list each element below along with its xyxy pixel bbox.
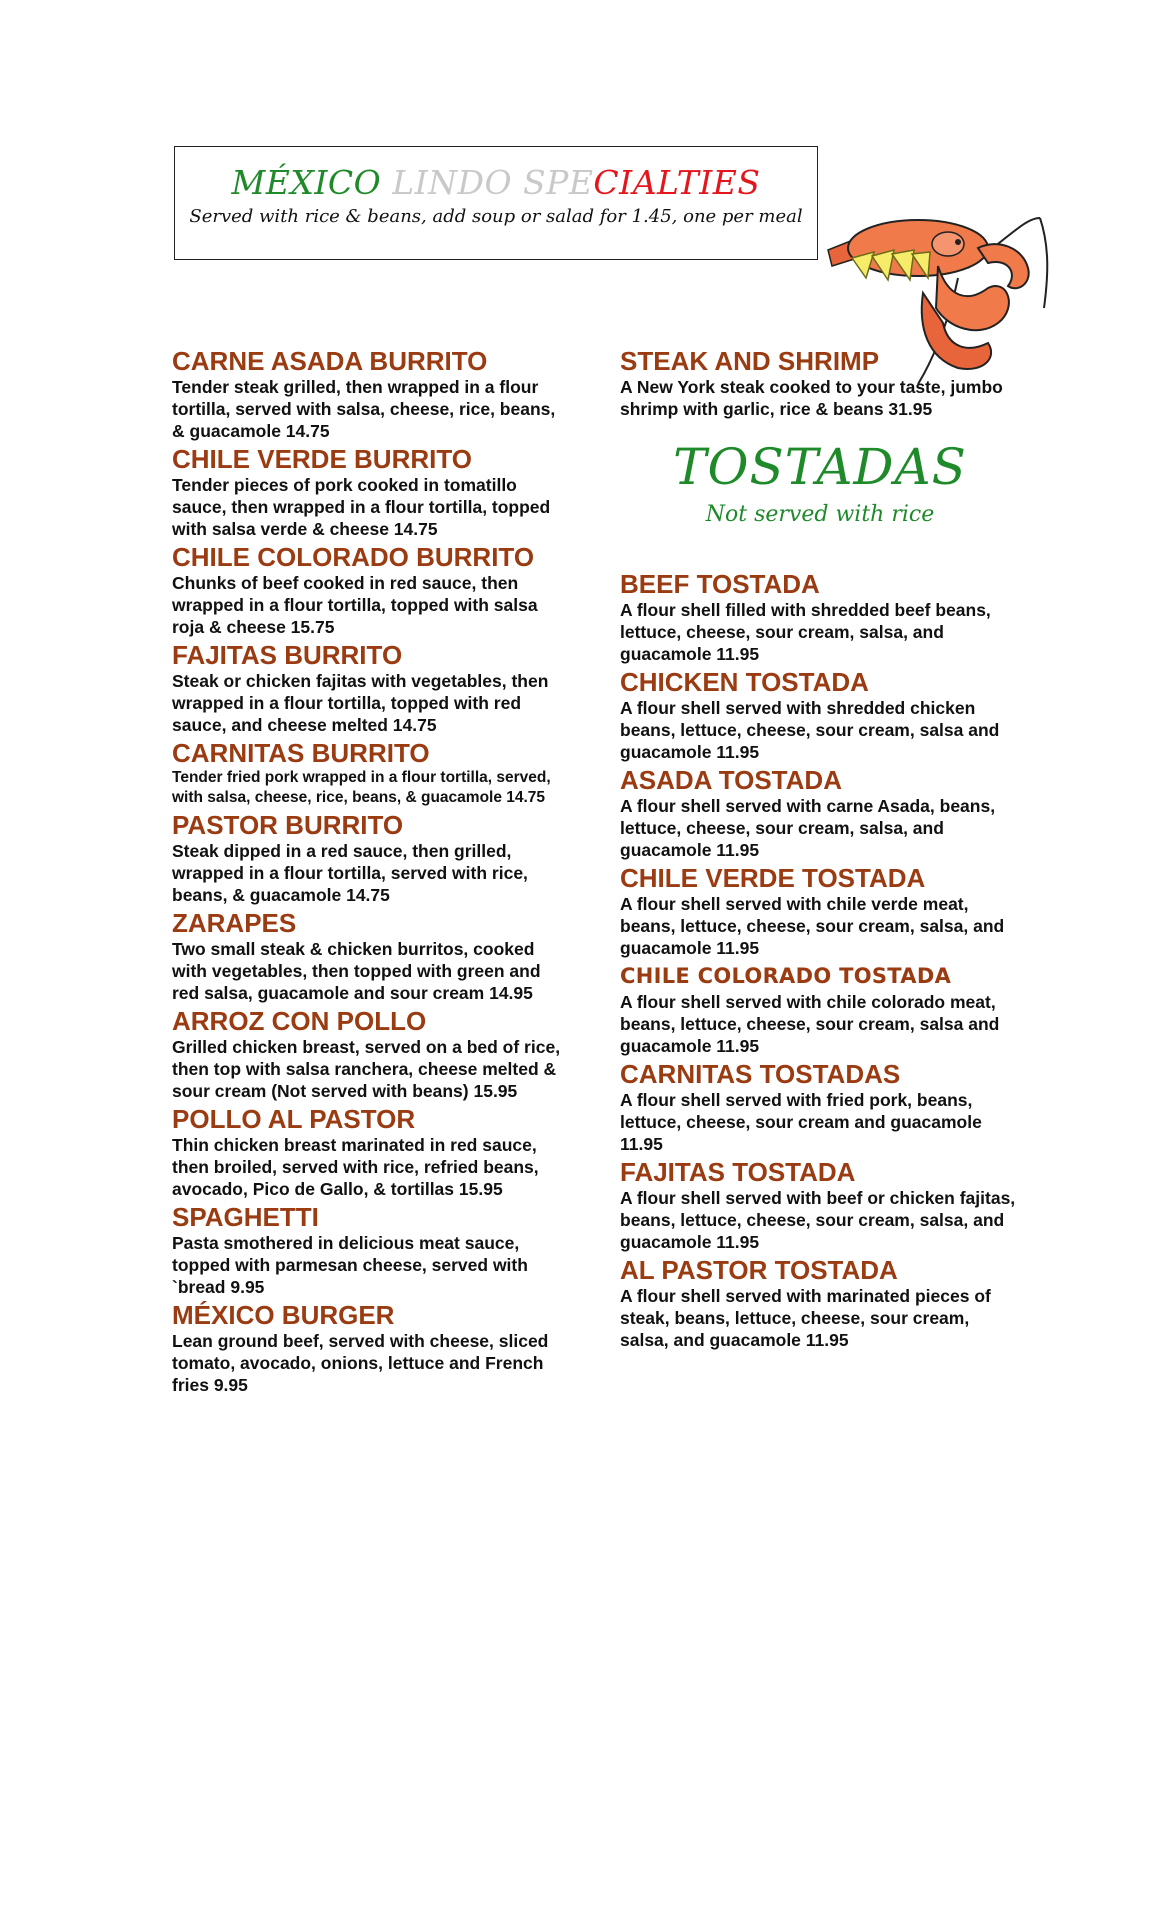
menu-item xyxy=(620,961,1020,1057)
menu-item xyxy=(172,640,562,736)
item-description: Pasta smothered in delicious meat sauce, topped with parmesan cheese, served with `bread 9.95 xyxy=(172,1233,528,1297)
menu-item xyxy=(620,1059,1020,1155)
item-description: Thin chicken breast marinated in red sauce, then broiled, served with rice, refried beans, avocado, Pico de Gallo, & tortillas 15.95 xyxy=(172,1135,539,1199)
item-name: AL PASTOR TOSTADA xyxy=(620,1255,898,1285)
item-description: A flour shell served with chile colorado meat, beans, lettuce, cheese, sour cream, salsa and guacamole 11.95 xyxy=(620,992,1000,1056)
item-description: A flour shell served with marinated pieces of steak, beans, lettuce, cheese, sour cream, salsa, and guacamole 11.95 xyxy=(620,1286,991,1350)
item-description: A New York steak cooked to your taste, jumbo shrimp with garlic, rice & beans 31.95 xyxy=(620,377,1003,419)
menu-item xyxy=(620,863,1020,959)
item-name: ASADA TOSTADA xyxy=(620,765,842,795)
menu-item xyxy=(172,444,562,540)
item-name: CHILE VERDE BURRITO xyxy=(172,444,472,474)
menu-item xyxy=(172,810,562,906)
item-description: A flour shell filled with shredded beef beans, lettuce, cheese, sour cream, salsa, and guacamole 11.95 xyxy=(620,600,991,664)
tostadas-list xyxy=(620,569,1020,1351)
item-name: STEAK AND SHRIMP xyxy=(620,346,880,376)
menu-item xyxy=(620,1157,1020,1253)
specialties-header xyxy=(174,146,818,260)
item-description: A flour shell served with fried pork, beans, lettuce, cheese, sour cream and guacamole 11.95 xyxy=(620,1090,982,1154)
menu-item xyxy=(620,569,1020,665)
item-name: FAJITAS TOSTADA xyxy=(620,1157,856,1187)
title-mexico: MÉXICO xyxy=(231,163,382,202)
specialties-title xyxy=(175,163,817,202)
item-name: FAJITAS BURRITO xyxy=(172,640,403,670)
menu-item xyxy=(620,765,1020,861)
item-description: Grilled chicken breast, served on a bed of rice, then top with salsa ranchera, cheese melted & sour cream (Not served with beans) 15.95 xyxy=(172,1037,561,1101)
item-name: CARNE ASADA BURRITO xyxy=(172,346,488,376)
item-description: Steak or chicken fajitas with vegetables, then wrapped in a flour tortilla, topped with red sauce, and cheese melted 14.75 xyxy=(172,671,549,735)
item-name: MÉXICO BURGER xyxy=(172,1300,395,1330)
item-name: ARROZ CON POLLO xyxy=(172,1006,427,1036)
item-name: CARNITAS BURRITO xyxy=(172,738,430,768)
title-lindo-spe: LINDO SPE xyxy=(392,163,594,202)
menu-item xyxy=(172,542,562,638)
menu-item xyxy=(172,1006,562,1102)
menu-item xyxy=(172,1202,562,1298)
menu-item xyxy=(620,346,1020,420)
item-name: POLLO AL PASTOR xyxy=(172,1104,416,1134)
tostadas-subtitle: Not served with rice xyxy=(705,502,935,527)
specialties-column xyxy=(172,346,562,1398)
menu-item xyxy=(172,1104,562,1200)
item-description: Tender fried pork wrapped in a flour tortilla, served, with salsa, cheese, rice, beans, & guacamole 14.75 xyxy=(172,769,551,806)
item-description: Tender pieces of pork cooked in tomatillo sauce, then wrapped in a flour tortilla, topped with salsa verde & cheese 14.75 xyxy=(172,475,551,539)
item-name: BEEF TOSTADA xyxy=(620,569,820,599)
menu-item xyxy=(172,738,562,808)
item-name: CHILE COLORADO TOSTADA xyxy=(620,964,952,988)
item-description: Steak dipped in a red sauce, then grilled, wrapped in a flour tortilla, served with rice, beans, & guacamole 14.75 xyxy=(172,841,528,905)
item-name: SPAGHETTI xyxy=(172,1202,319,1232)
item-name: ZARAPES xyxy=(172,908,297,938)
specialties-subtitle: Served with rice & beans, add soup or salad for 1.45, one per meal xyxy=(189,206,803,227)
menu-item xyxy=(620,667,1020,763)
item-name: CARNITAS TOSTADAS xyxy=(620,1059,901,1089)
item-name: CHICKEN TOSTADA xyxy=(620,667,869,697)
tostadas-title: TOSTADAS xyxy=(673,438,967,496)
menu-item xyxy=(172,908,562,1004)
item-description: A flour shell served with beef or chicken fajitas, beans, lettuce, cheese, sour cream, salsa, and guacamole 11.95 xyxy=(620,1188,1016,1252)
item-description: A flour shell served with shredded chicken beans, lettuce, cheese, sour cream, salsa and guacamole 11.95 xyxy=(620,698,1000,762)
menu-item xyxy=(620,1255,1020,1351)
item-description: Tender steak grilled, then wrapped in a flour tortilla, served with salsa, cheese, rice, beans, & guacamole 14.75 xyxy=(172,377,556,441)
item-description: A flour shell served with carne Asada, beans, lettuce, cheese, sour cream, salsa, and guacamole 11.95 xyxy=(620,796,996,860)
item-description: Two small steak & chicken burritos, cooked with vegetables, then topped with green and red salsa, guacamole and sour cream 14.95 xyxy=(172,939,541,1003)
item-description: Chunks of beef cooked in red sauce, then wrapped in a flour tortilla, topped with salsa roja & cheese 15.75 xyxy=(172,573,538,637)
title-cialties: CIALTIES xyxy=(593,163,761,202)
item-name: CHILE COLORADO BURRITO xyxy=(172,542,535,572)
menu-item xyxy=(172,346,562,442)
right-column xyxy=(620,346,1020,1353)
item-description: Lean ground beef, served with cheese, sliced tomato, avocado, onions, lettuce and French fries 9.95 xyxy=(172,1331,549,1395)
item-description: A flour shell served with chile verde meat, beans, lettuce, cheese, sour cream, salsa, and guacamole 11.95 xyxy=(620,894,1005,958)
item-name: CHILE VERDE TOSTADA xyxy=(620,863,926,893)
menu-item xyxy=(172,1300,562,1396)
item-name: PASTOR BURRITO xyxy=(172,810,404,840)
